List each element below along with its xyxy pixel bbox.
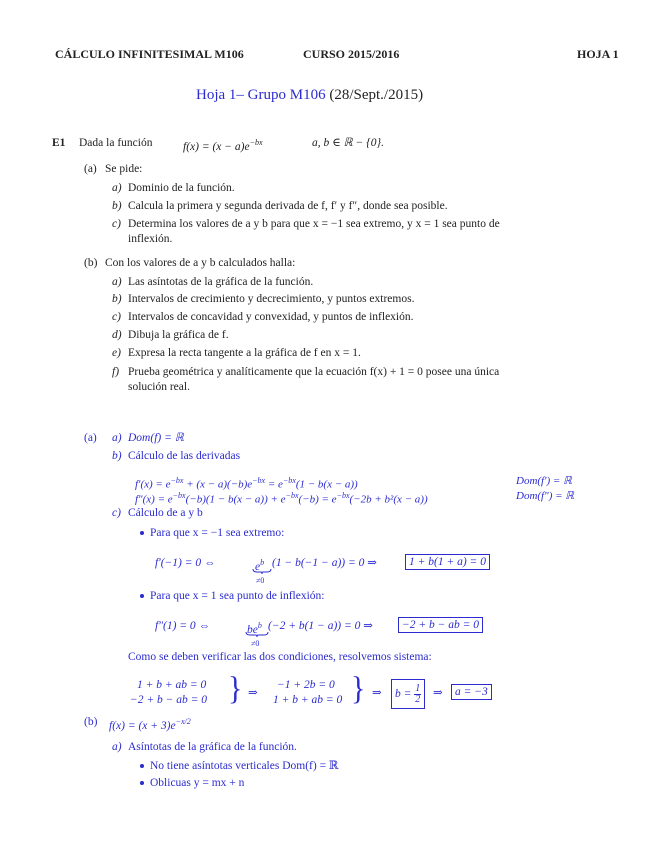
- part-a-item-label: b): [112, 200, 122, 212]
- bullet-icon: [140, 781, 144, 785]
- solution-b1-label: b): [112, 450, 122, 462]
- right-brace-icon: }: [228, 670, 243, 707]
- part-a-item-label: c): [112, 218, 121, 230]
- solution-ba-label: a): [112, 741, 122, 753]
- boxed-result-b: b = $\frac{1}{2}$: [391, 679, 425, 709]
- system-intro: Como se deben verificar las dos condiciones, resolvemos sistema:: [128, 651, 432, 663]
- part-b-item-label: b): [112, 293, 122, 305]
- header-sheet: HOJA 1: [577, 47, 619, 61]
- bullet-inflection: Para que x = 1 sea punto de inflexión:: [140, 589, 324, 603]
- system2-line2: 1 + b + ab = 0: [273, 694, 343, 706]
- first-derivative-domain: Dom(f′) = ℝ: [516, 475, 572, 487]
- implies-arrow: ⇒: [248, 687, 258, 699]
- exercise-intro: Dada la función: [79, 137, 153, 149]
- part-b-item-text: Expresa la recta tangente a la gráfica de f en x = 1.: [128, 347, 361, 359]
- equation-inflection-left: f″(1) = 0 ⇔: [155, 620, 211, 632]
- equation-extremum-left: f′(−1) = 0 ⇔: [155, 557, 216, 569]
- part-b-item-label: d): [112, 329, 122, 341]
- equation-inflection-mid: (−2 + b(1 − a)) = 0 ⇒: [268, 620, 373, 632]
- part-a-item-text: Calcula la primera y segunda derivada de f, f′ y f″, donde sea posible.: [128, 200, 448, 212]
- part-b-lead: Con los valores de a y b calculados halla:: [105, 257, 296, 269]
- solution-a-label: (a): [84, 432, 97, 444]
- title-main: Hoja 1– Grupo M106: [196, 87, 326, 103]
- solution-b-function: $f(x) = (x + 3)e^{-x/2}$: [109, 717, 191, 732]
- page-title: [196, 88, 423, 102]
- nonzero-note: ≠0: [256, 576, 265, 585]
- boxed-result-a: a = −3: [451, 684, 492, 700]
- part-b-item-text-cont: solución real.: [128, 381, 190, 393]
- boxed-condition-2: −2 + b − ab = 0: [398, 617, 483, 633]
- equation-extremum-underbrace-term: $e^b$: [255, 558, 265, 573]
- solution-a1-label: a): [112, 432, 122, 444]
- system2-line1: −1 + 2b = 0: [277, 679, 335, 691]
- part-b-item-text: Dibuja la gráfica de f.: [128, 329, 229, 341]
- bullet-extremum: Para que x = −1 sea extremo:: [140, 526, 284, 540]
- implies-arrow: ⇒: [372, 687, 382, 699]
- bullet-icon: [140, 594, 144, 598]
- part-a-item-label: a): [112, 182, 122, 194]
- nonzero-note: ≠0: [251, 639, 260, 648]
- second-derivative-domain: Dom(f″) = ℝ: [516, 490, 574, 502]
- system1-line1: 1 + b + ab = 0: [137, 679, 207, 691]
- solution-c1-label: c): [112, 507, 121, 519]
- part-a-item-text-cont: inflexión.: [128, 233, 173, 245]
- part-a-lead: Se pide:: [105, 163, 143, 175]
- bullet-icon: [140, 531, 144, 535]
- part-b-label: (b): [84, 257, 98, 269]
- bullet-icon: [140, 764, 144, 768]
- header-year: CURSO 2015/2016: [303, 47, 400, 61]
- exercise-label: E1: [52, 137, 66, 149]
- exercise-domain: a, b ∈ ℝ − {0}.: [312, 137, 384, 149]
- solution-b-label: (b): [84, 716, 98, 728]
- exercise-function: $f(x) = (x - a)e^{-bx}$: [183, 138, 263, 153]
- part-b-item-text: Las asíntotas de la gráfica de la función.: [128, 276, 314, 288]
- equation-extremum-mid: (1 − b(−1 − a)) = 0 ⇒: [272, 557, 377, 569]
- title-date: (28/Sept./2015): [325, 87, 424, 103]
- part-a-item-text: Determina los valores de a y b para que x = −1 sea extremo, y x = 1 sea punto de: [128, 218, 500, 230]
- bullet-oblique-asymptotes: Oblicuas y = mx + n: [140, 776, 244, 790]
- solution-ab-heading: Cálculo de a y b: [128, 507, 203, 519]
- bullet-vertical-asymptotes: No tiene asíntotas verticales Dom(f) = ℝ: [140, 759, 339, 773]
- part-a-item-text: Dominio de la función.: [128, 182, 235, 194]
- part-b-item-text: Intervalos de concavidad y convexidad, y puntos de inflexión.: [128, 311, 414, 323]
- boxed-condition-1: 1 + b(1 + a) = 0: [405, 554, 490, 570]
- equation-inflection-underbrace-term: $be^b$: [247, 621, 262, 636]
- part-b-item-label: e): [112, 347, 121, 359]
- part-b-item-text: Prueba geométrica y analíticamente que la ecuación f(x) + 1 = 0 posee una única: [128, 366, 500, 378]
- second-derivative: $f''(x) = e^{-bx}(-b)(1 - b(x - a)) + e^{-bx}(-b) = e^{-bx}(-2b + b^2(x - a))$: [135, 491, 428, 506]
- first-derivative: $f'(x) = e^{-bx} + (x - a)(-b)e^{-bx} = e^{-bx}(1 - b(x - a))$: [135, 476, 358, 491]
- system1-line2: −2 + b − ab = 0: [130, 694, 208, 706]
- part-b-item-label: f): [112, 366, 120, 378]
- header-course: CÁLCULO INFINITESIMAL M106: [55, 47, 244, 61]
- solution-derivatives-heading: Cálculo de las derivadas: [128, 450, 241, 462]
- part-b-item-text: Intervalos de crecimiento y decrecimiento, y puntos extremos.: [128, 293, 415, 305]
- part-b-item-label: c): [112, 311, 121, 323]
- solution-asymptotes-heading: Asíntotas de la gráfica de la función.: [128, 741, 297, 753]
- part-b-item-label: a): [112, 276, 122, 288]
- implies-arrow: ⇒: [433, 687, 443, 699]
- solution-domain: Dom(f) = ℝ: [128, 432, 184, 444]
- right-brace-icon: }: [351, 670, 366, 707]
- part-a-label: (a): [84, 163, 97, 175]
